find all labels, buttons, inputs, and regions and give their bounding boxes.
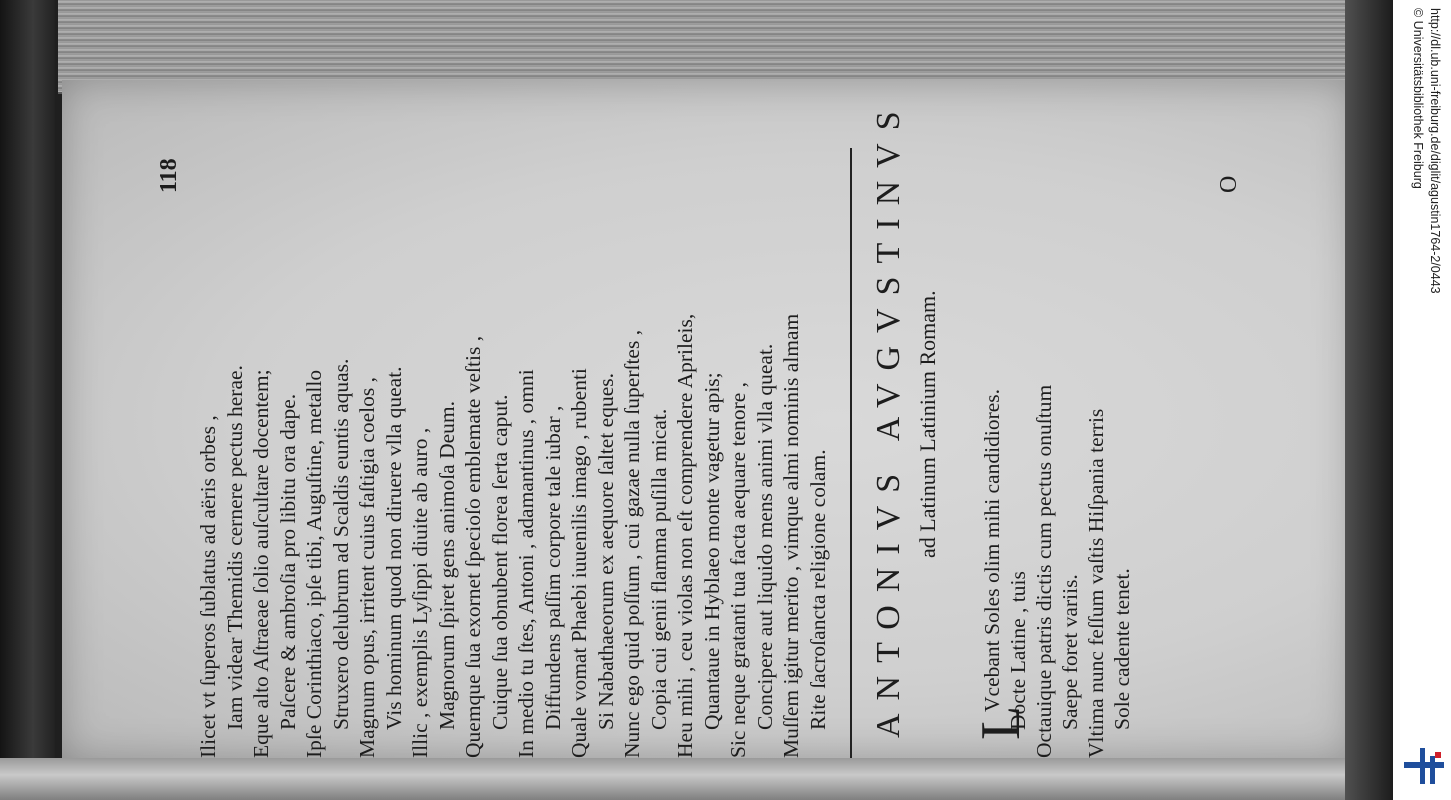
poem-line: Vltima nunc feſſum vaſtis Hiſpania terris [1084,408,1108,758]
previous-page-edge [0,758,1393,800]
poem-line: Illic , exemplis Lyſippi diuite ab auro , [408,427,432,758]
poem-line: Copia cui genii flamma puſilla micat. [646,408,671,730]
poem-line: Muſſem igitur merito , vimque almi nominis almam [779,313,803,758]
poem-line: Octauique patris dictis cum pectus onuſtum [1032,384,1056,758]
poem-line: Magnorum ſpiret gens animoſa Deum. [434,401,459,730]
poem-line: Eque alto Aſtraeae ſolio auſcultare docentem; [249,369,273,758]
poem-line: Quantaue in Hyblaeo monte vagetur apis; [699,372,724,730]
poem-line: Magnum opus, irritent cuius faſtigia coelos , [355,377,379,758]
source-url-link[interactable]: http://dl.ub.uni-freiburg.de/diglit/agustin1764-2/0443 [1428,8,1442,294]
poem-line: Quale vomat Phaebi iuuenilis imago , rubenti [567,368,591,758]
poem-line: Diffundens paſſim corpore tale iubar , [540,405,565,730]
book-spine [0,0,55,800]
section-subheading: ad Latinum Latinium Romam. [915,290,940,558]
library-logo-icon [1404,748,1444,784]
drop-capital: L [970,705,1032,740]
poem-line: Rite ſacroſancta religione colam. [805,449,830,730]
poem-line: Docte Latine , tuis [1006,571,1030,730]
poem-line: Quemque ſua exornet ſpecioſo emblemate veſtis , [461,335,485,758]
viewer-sidebar [1393,0,1451,800]
book-cover-edge [1345,0,1393,800]
signature-mark: O [1216,175,1242,193]
poem-line: Sic neque gratanti tua facta aequare tenore , [726,381,750,758]
poem-line: Sole cadente tenet. [1110,568,1134,730]
poem-line: Ipſe Corinthiaco, ipſe tibi, Auguſtine, metallo [302,369,326,758]
copyright-notice: © Universitätsbibliothek Freiburg [1411,8,1425,189]
poem-line: Heu mihi , ceu violas non eſt comprendere Aprileis, [673,313,697,758]
page-text-block [60,78,1310,758]
poem-line: Cuique ſua obnubent florea ſerta caput. [487,394,512,730]
divider-rule [850,148,852,758]
poem-line: Si Nabathaeorum ex aequore ſaltet eques. [593,373,618,730]
poem-line: Vcebant Soles olim mihi candidiores. [980,388,1004,712]
poem-line: Paſcere & ambroſia pro libitu ora dape. [275,393,300,730]
poem-line: Concipere aut liquido mens animi vlla queat. [752,343,777,730]
poem-line: In medio tu ſtes, Antoni , adamantinus , omni [514,369,538,758]
poem-line: Saepe foret variis. [1058,574,1082,730]
poem-line: Iam videar Themidis cernere pectus herae. [222,365,247,730]
sidebar-credits [1409,8,1443,294]
page-number: 118 [156,158,182,193]
poem-line: Vis hominum quod non diruere vlla queat. [381,366,406,730]
poem-line: Struxero delubrum ad Scaldis euntis aquas. [328,358,353,730]
poem-line: Nunc ego quid poſſum , cui gazae nulla ſuperſtes , [620,329,644,758]
poem-line: Ilicet vt ſuperos ſublatus ad aëris orbes , [196,415,220,758]
section-heading: ANTONIVS AVGVSTINVS [870,98,907,738]
